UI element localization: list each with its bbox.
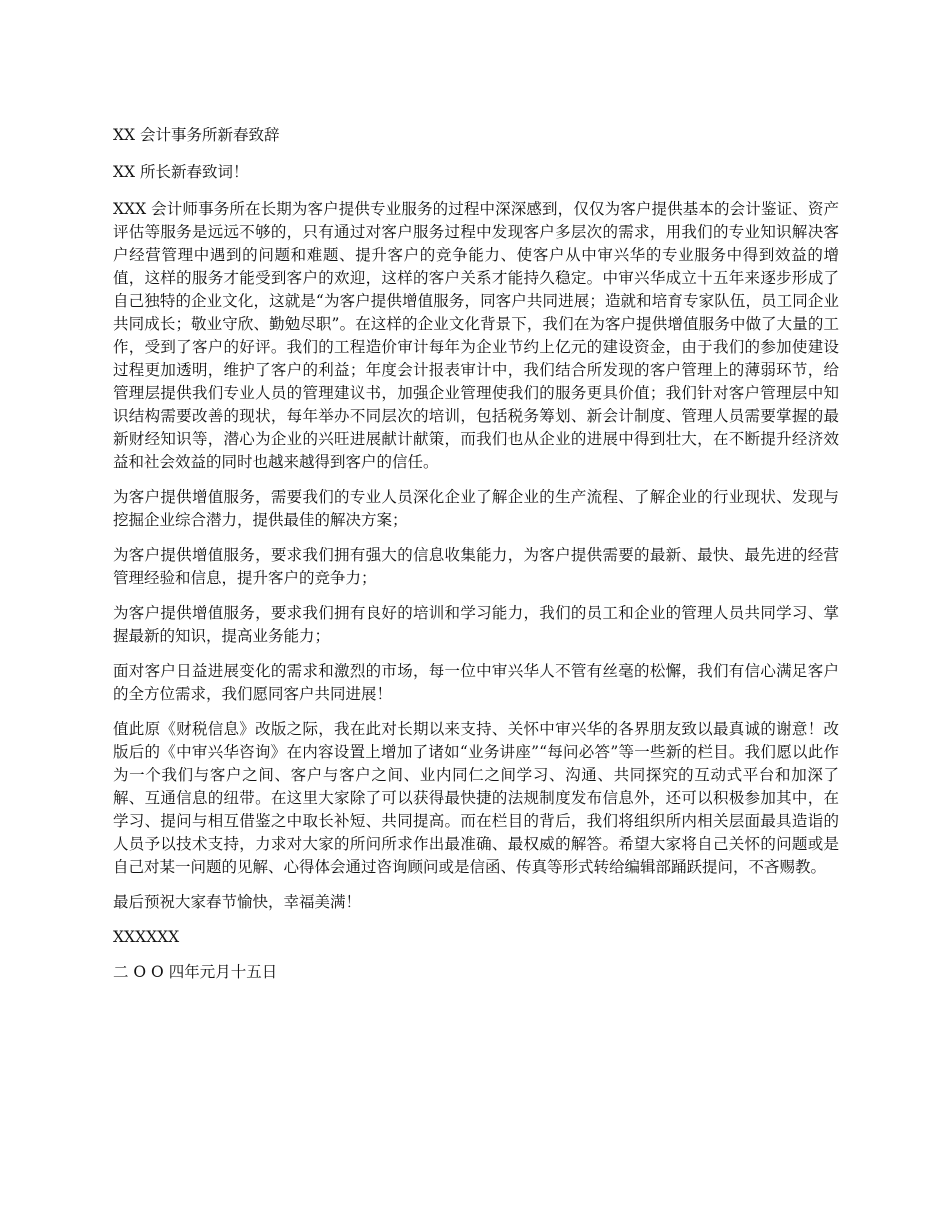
- document-title: XX 会计事务所新春致辞: [113, 126, 280, 144]
- greeting-line: XX 所长新春致词！: [113, 163, 249, 181]
- body-paragraph-2: 为客户提供增值服务，需要我们的专业人员深化企业了解企业的生产流程、了解企业的行业现状、发现与挖掘企业综合潜力，提供最佳的解决方案；: [113, 488, 839, 529]
- body-paragraph-4: 为客户提供增值服务，要求我们拥有良好的培训和学习能力，我们的员工和企业的管理人员共同学习、掌握最新的知识，提高业务能力；: [113, 604, 839, 645]
- signature: XXXXXX: [113, 928, 180, 946]
- body-paragraph-6: 值此原《财税信息》改版之际，我在此对长期以来支持、关怀中审兴华的各界朋友致以最真诚的谢意！改版后的《中审兴华咨询》在内容设置上增加了诸如“业务讲座”“每问必答”等一些新的栏目。我们愿以此作为一个我们与客户之间、客户与客户之间、业内同仁之间学习、沟通、共同探究的互动式平台和加深了解、互通信息的纽带。在这里大家除了可以获得最快捷的法规制度发布信息外，还可以积极参加其中，在学习、提问与相互借鉴之中取长补短、共同提高。而在栏目的背后，我们将组织所内相关层面最具造诣的人员予以技术支持，力求对大家的所问所求作出最准确、最权威的解答。希望大家将自己关怀的问题或是自己对某一问题的见解、心得体会通过咨询顾问或是信函、传真等形式转给编辑部踊跃提问，不吝赐教。: [113, 720, 839, 876]
- body-paragraph-3: 为客户提供增值服务，要求我们拥有强大的信息收集能力，为客户提供需要的最新、最快、最先进的经营管理经验和信息，提升客户的竞争力；: [113, 546, 839, 587]
- closing-wishes: 最后预祝大家春节愉快，幸福美满！: [113, 893, 362, 911]
- document-page: [113, 124, 839, 996]
- body-paragraph-1: XXX 会计师事务所在长期为客户提供专业服务的过程中深深感到，仅仅为客户提供基本的会计鉴证、资产评估等服务是远远不够的，只有通过对客户服务过程中发现客户多层次的需求，用我们的专业知识解决客户经营管理中遇到的问题和难题、提升客户的竞争能力、使客户从中审兴华的专业服务中得到效益的增值，这样的服务才能受到客户的欢迎，这样的客户关系才能持久稳定。中审兴华成立十五年来逐步形成了自己独特的企业文化，这就是“为客户提供增值服务，同客户共同进展；造就和培育专家队伍，员工同企业共同成长；敬业守欣、勤勉尽职”。在这样的企业文化背景下，我们在为客户提供增值服务中做了大量的工作，受到了客户的好评。我们的工程造价审计每年为企业节约上亿元的建设资金，由于我们的参加使建设过程更加透明，维护了客户的利益；年度会计报表审计中，我们结合所发现的客户管理上的薄弱环节，给管理层提供我们专业人员的管理建议书，加强企业管理使我们的服务更具价值；我们针对客户管理层中知识结构需要改善的现状，每年举办不同层次的培训，包括税务筹划、新会计制度、管理人员需要掌握的最新财经知识等，潜心为企业的兴旺进展献计献策，而我们也从企业的进展中得到壮大，在不断提升经济效益和社会效益的同时也越来越得到客户的信任。: [113, 200, 839, 471]
- document-date: 二 O O 四年元月十五日: [113, 963, 278, 981]
- body-paragraph-5: 面对客户日益进展变化的需求和激烈的市场，每一位中审兴华人不管有丝毫的松懈，我们有信心满足客户的全方位需求，我们愿同客户共同进展！: [113, 662, 839, 703]
